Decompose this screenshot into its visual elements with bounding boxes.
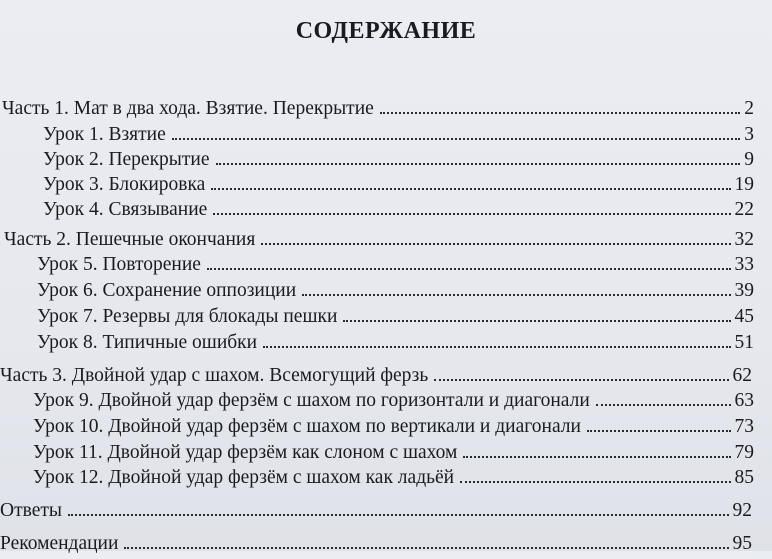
toc-page-number: 3	[744, 124, 754, 145]
toc-answers	[0, 500, 752, 526]
toc-lesson-4	[43, 199, 754, 225]
toc-label: Урок 12. Двойной удар ферзём с шахом как ладьёй	[33, 467, 455, 488]
toc-label: Урок 6. Сохранение оппозиции	[37, 280, 297, 301]
toc-lesson-6	[37, 280, 754, 306]
toc-label: Часть 3. Двойной удар с шахом. Всемогущий ферзь	[0, 365, 429, 386]
toc-part-3	[0, 365, 752, 391]
page-title: СОДЕРЖАНИЕ	[295, 18, 477, 44]
toc-label: Урок 5. Повторение	[37, 254, 201, 275]
toc-page-number: 39	[734, 280, 754, 301]
dot-leader	[211, 188, 730, 190]
toc-page-number: 63	[734, 390, 754, 411]
toc-part-2	[4, 229, 754, 255]
toc-label: Урок 3. Блокировка	[43, 174, 206, 195]
toc-lesson-8	[37, 332, 754, 358]
toc-page-number: 95	[732, 533, 752, 554]
toc-lesson-2	[43, 149, 754, 175]
dot-leader	[263, 346, 730, 348]
toc-lesson-9	[33, 390, 754, 416]
dot-leader	[216, 163, 741, 165]
toc-lesson-7	[37, 306, 754, 332]
toc-page-number: 33	[734, 254, 754, 275]
toc-lesson-3	[43, 174, 754, 200]
dot-leader	[302, 294, 730, 296]
toc-page-number: 9	[744, 149, 754, 170]
toc-page-number: 62	[732, 365, 752, 386]
toc-lesson-10	[33, 416, 754, 442]
toc-lesson-1	[43, 124, 754, 150]
toc-label: Урок 11. Двойной удар ферзём как слоном с шахом	[33, 442, 458, 463]
toc-lesson-5	[37, 254, 754, 280]
dot-leader	[460, 481, 730, 483]
toc-page-number: 79	[734, 442, 754, 463]
dot-leader	[124, 547, 728, 549]
toc-lesson-12	[33, 467, 754, 493]
toc-label: Урок 9. Двойной удар ферзём с шахом по горизонтали и диагонали	[33, 390, 590, 411]
toc-label: Рекомендации	[0, 533, 119, 554]
toc-page-number: 45	[734, 306, 754, 327]
dot-leader	[587, 430, 731, 432]
toc-label: Урок 7. Резервы для блокады пешки	[37, 306, 338, 327]
dot-leader	[343, 320, 730, 322]
toc-page-number: 19	[734, 174, 754, 195]
toc-part-1	[2, 98, 754, 124]
dot-leader	[207, 268, 731, 270]
toc-page-number: 2	[744, 98, 754, 119]
dot-leader	[172, 138, 741, 140]
toc-label: Урок 4. Связывание	[43, 199, 208, 220]
toc-page-number: 73	[734, 416, 754, 437]
toc-page-number: 32	[734, 229, 754, 250]
toc-label: Часть 2. Пешечные окончания	[4, 229, 256, 250]
toc-page-number: 51	[734, 332, 754, 353]
dot-leader	[596, 404, 731, 406]
toc-page-number: 22	[734, 199, 754, 220]
dot-leader	[68, 514, 729, 516]
toc-label: Часть 1. Мат в два хода. Взятие. Перекрытие	[2, 98, 374, 119]
toc-lesson-11	[33, 442, 754, 468]
toc-page-number: 85	[734, 467, 754, 488]
dot-leader	[380, 112, 740, 114]
toc-label: Ответы	[0, 500, 62, 521]
dot-leader	[213, 213, 730, 215]
dot-leader	[434, 379, 728, 381]
dot-leader	[261, 243, 730, 245]
toc-label: Урок 2. Перекрытие	[43, 149, 210, 170]
toc-page-number: 92	[732, 500, 752, 521]
toc-label: Урок 8. Типичные ошибки	[37, 332, 258, 353]
toc-label: Урок 1. Взятие	[43, 124, 166, 145]
dot-leader	[463, 456, 730, 458]
toc-recommendations	[0, 533, 752, 559]
toc-label: Урок 10. Двойной удар ферзём с шахом по вертикали и диагонали	[33, 416, 581, 437]
